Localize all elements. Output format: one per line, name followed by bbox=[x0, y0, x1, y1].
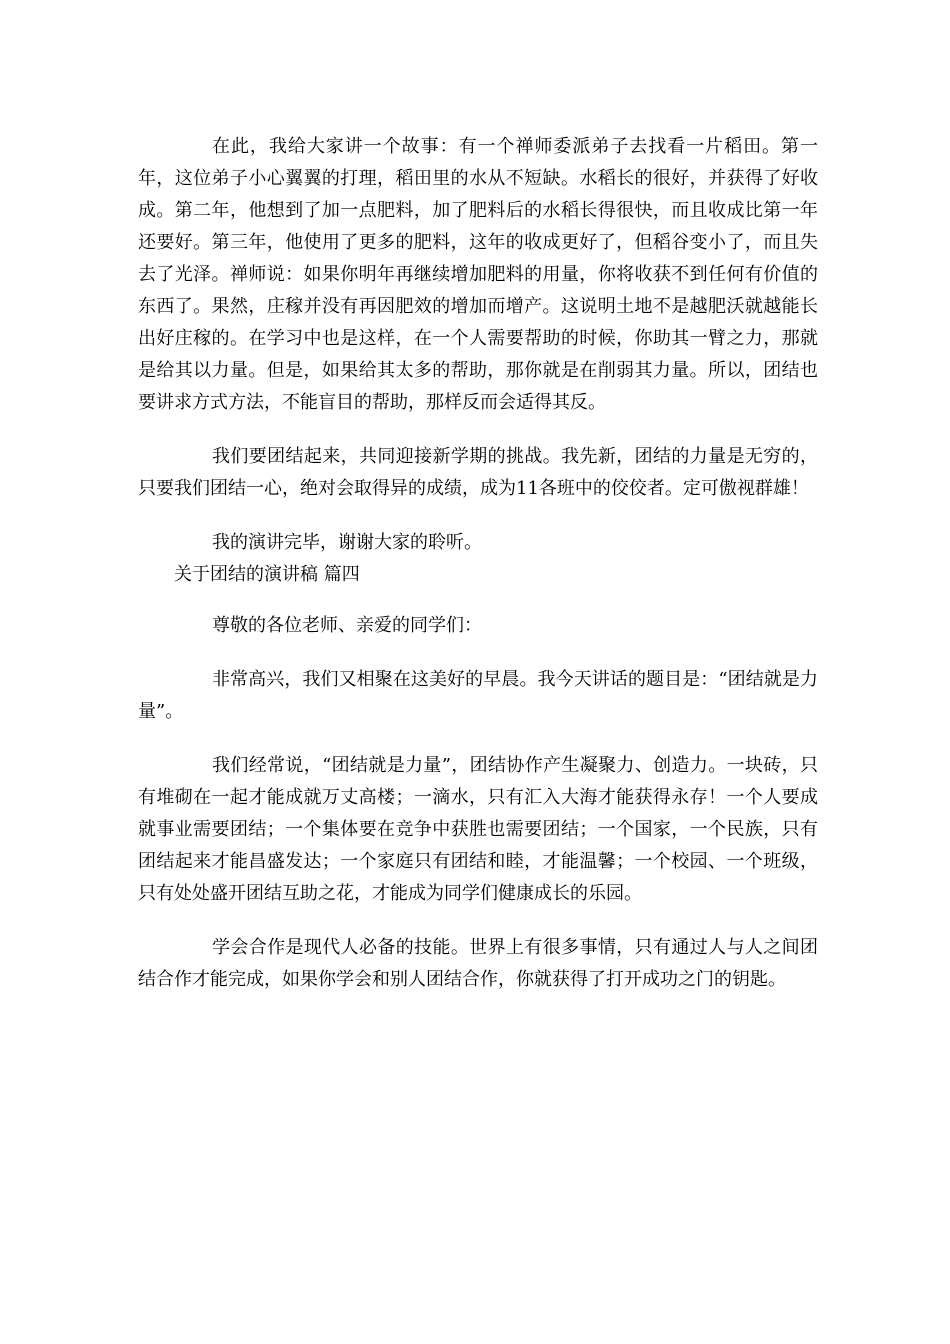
paragraph-unite: 我们要团结起来，共同迎接新学期的挑战。我先新，团结的力量是无穷的，只要我们团结一心，绝对会取得异的成绩，成为11各班中的佼佼者。定可傲视群雄！ bbox=[138, 446, 818, 499]
section-heading: 关于团结的演讲稿 篇四 bbox=[174, 564, 360, 585]
paragraph-unity-strength: 我们经常说，“团结就是力量”，团结协作产生凝聚力、创造力。一块砖，只有堆砌在一起才能成就万丈高楼；一滴水，只有汇入大海才能获得永存！一个人要成就事业需要团结；一个集体要在竞争中获胜也需要团结；一个国家，一个民族，只有团结起来才能昌盛发达；一个家庭只有团结和睦，才能温馨；一个校园、一个班级，只有处处盛开团结互助之花，才能成为同学们健康成长的乐园。 bbox=[138, 755, 818, 904]
paragraph-intro: 非常高兴，我们又相聚在这美好的早晨。我今天讲话的题目是：“团结就是力量”。 bbox=[138, 669, 818, 722]
paragraph-cooperation: 学会合作是现代人必备的技能。世界上有很多事情，只有通过人与人之间团结合作才能完成，如果你学会和别人团结合作，你就获得了打开成功之门的钥匙。 bbox=[138, 937, 818, 990]
paragraph-story: 在此，我给大家讲一个故事：有一个禅师委派弟子去找看一片稻田。第一年，这位弟子小心翼翼的打理，稻田里的水从不短缺。水稻长的很好，并获得了好收成。第二年，他想到了加一点肥料，加了肥料后的水稻长得很快，而且收成比第一年还要好。第三年，他使用了更多的肥料，这年的收成更好了，但稻谷变小了，而且失去了光泽。禅师说：如果你明年再继续增加肥料的用量，你将收获不到任何有价值的东西了。果然，庄稼并没有再因肥效的增加而增产。这说明土地不是越肥沃就越能长出好庄稼的。在学习中也是这样，在一个人需要帮助的时候，你助其一臂之力，那就是给其以力量。但是，如果给其太多的帮助，那你就是在削弱其力量。所以，团结也要讲求方式方法，不能盲目的帮助，那样反而会适得其反。 bbox=[138, 136, 818, 413]
paragraph-greeting: 尊敬的各位老师、亲爱的同学们： bbox=[212, 615, 482, 636]
paragraph-closing: 我的演讲完毕，谢谢大家的聆听。 bbox=[212, 532, 482, 553]
document-body bbox=[138, 131, 818, 996]
